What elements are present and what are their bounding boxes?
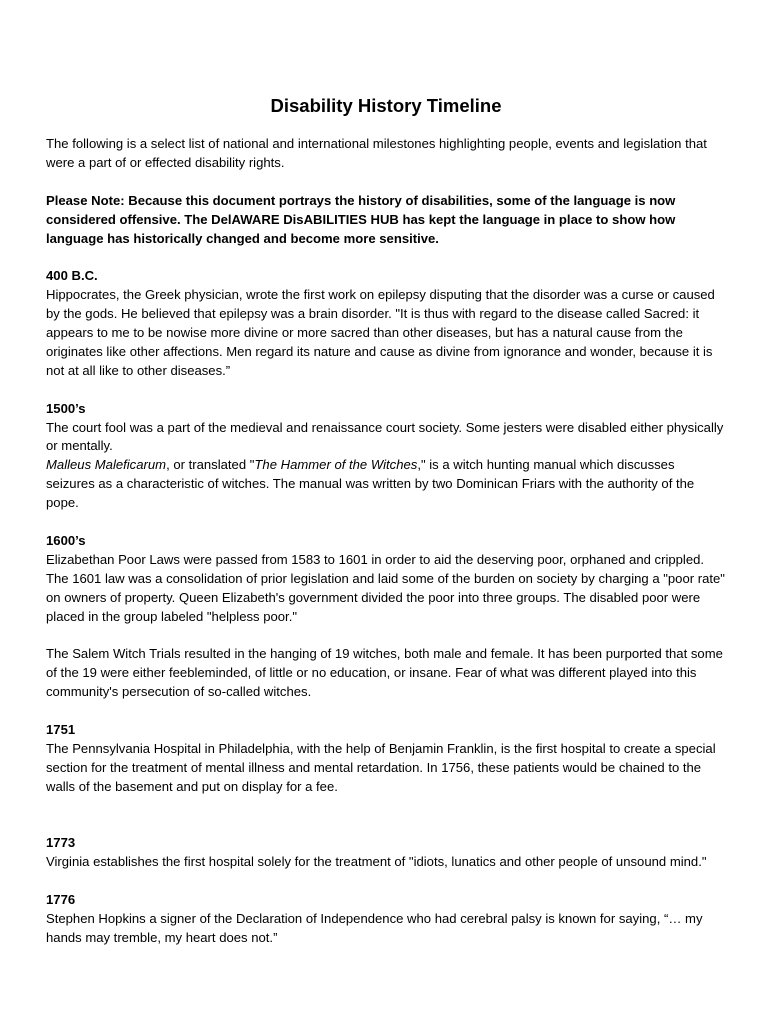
entry-year: 400 B.C.: [46, 268, 98, 284]
entry-year: 1600’s: [46, 532, 86, 548]
intro-paragraph: The following is a select list of national and international milestones highlighting people, events and legislation that were a part of or effected disability rights.: [46, 136, 707, 170]
book-title: Malleus Maleficarum: [46, 457, 167, 473]
timeline-entry-400bc: [46, 267, 726, 380]
text-fragment: ," is a witch hunting manual which discusses seizures as a characteristic of witches. The manual was written by two Dominican Friars with the authority of the pope.: [46, 457, 695, 511]
entry-year: 1500’s: [46, 400, 86, 416]
timeline-entry-1773: [46, 834, 726, 872]
timeline-entry-1500s: [46, 400, 726, 513]
entry-text: The court fool was a part of the medieval and renaissance court society. Some jesters were disabled either physically or mentally.: [46, 419, 724, 454]
note-paragraph: Please Note: Because this document portrays the history of disabilities, some of the language is now considered offensive. The DelAWARE DisABILITIES HUB has kept the language in place to show how language has historically changed and become more sensitive.: [46, 192, 676, 246]
entry-year: 1773: [46, 835, 76, 851]
document-page: [46, 94, 726, 948]
text-fragment: , or translated ": [166, 457, 255, 473]
timeline-entry-1776: [46, 891, 726, 948]
entry-year: 1776: [46, 892, 76, 908]
entry-text: The Pennsylvania Hospital in Philadelphia, with the help of Benjamin Franklin, is the first hospital to create a special section for the treatment of mental illness and mental retardation. In 1756, these patients would be chained to the walls of the basement and put on display for a fee.: [46, 740, 716, 794]
entry-text: The Salem Witch Trials resulted in the hanging of 19 witches, both male and female. It has been purported that some of the 19 were either feebleminded, of little or no education, or insane. Fear of what was different played into this community's persecution of so-called witches.: [46, 646, 723, 700]
entry-text: Stephen Hopkins a signer of the Declaration of Independence who had cerebral palsy is known for saying, “… my hands may tremble, my heart does not.”: [46, 911, 703, 945]
timeline-entry-1751: [46, 721, 726, 797]
entry-text-malleus: [46, 456, 726, 513]
entry-text: Elizabethan Poor Laws were passed from 1583 to 1601 in order to aid the deserving poor, orphaned and crippled. The 1601 law was a consolidation of prior legislation and laid some of the burden on society by charging a "poor rate" on owners of property. Queen Elizabeth's government divided the poor into three groups. The disabled poor were placed in the group labeled "helpless poor.": [46, 551, 725, 624]
entry-year: 1751: [46, 722, 76, 737]
entry-text: Hippocrates, the Greek physician, wrote the first work on epilepsy disputing that the disorder was a curse or caused by the gods. He believed that epilepsy was a brain disorder. "It is thus with regard to the disease called Sacred: it appears to me to be nowise more divine or more sacred than other diseases, but has a natural cause from the originates like other affections. Men regard its nature and cause as divine from ignorance and wonder, because it is not at all like to other diseases.”: [46, 287, 715, 378]
book-translation: The Hammer of the Witches: [254, 457, 418, 473]
timeline-entry-1600s: [46, 532, 726, 702]
document-title: Disability History Timeline: [270, 95, 502, 116]
entry-text: Virginia establishes the first hospital solely for the treatment of "idiots, lunatics and other people of unsound mind.": [46, 854, 707, 870]
